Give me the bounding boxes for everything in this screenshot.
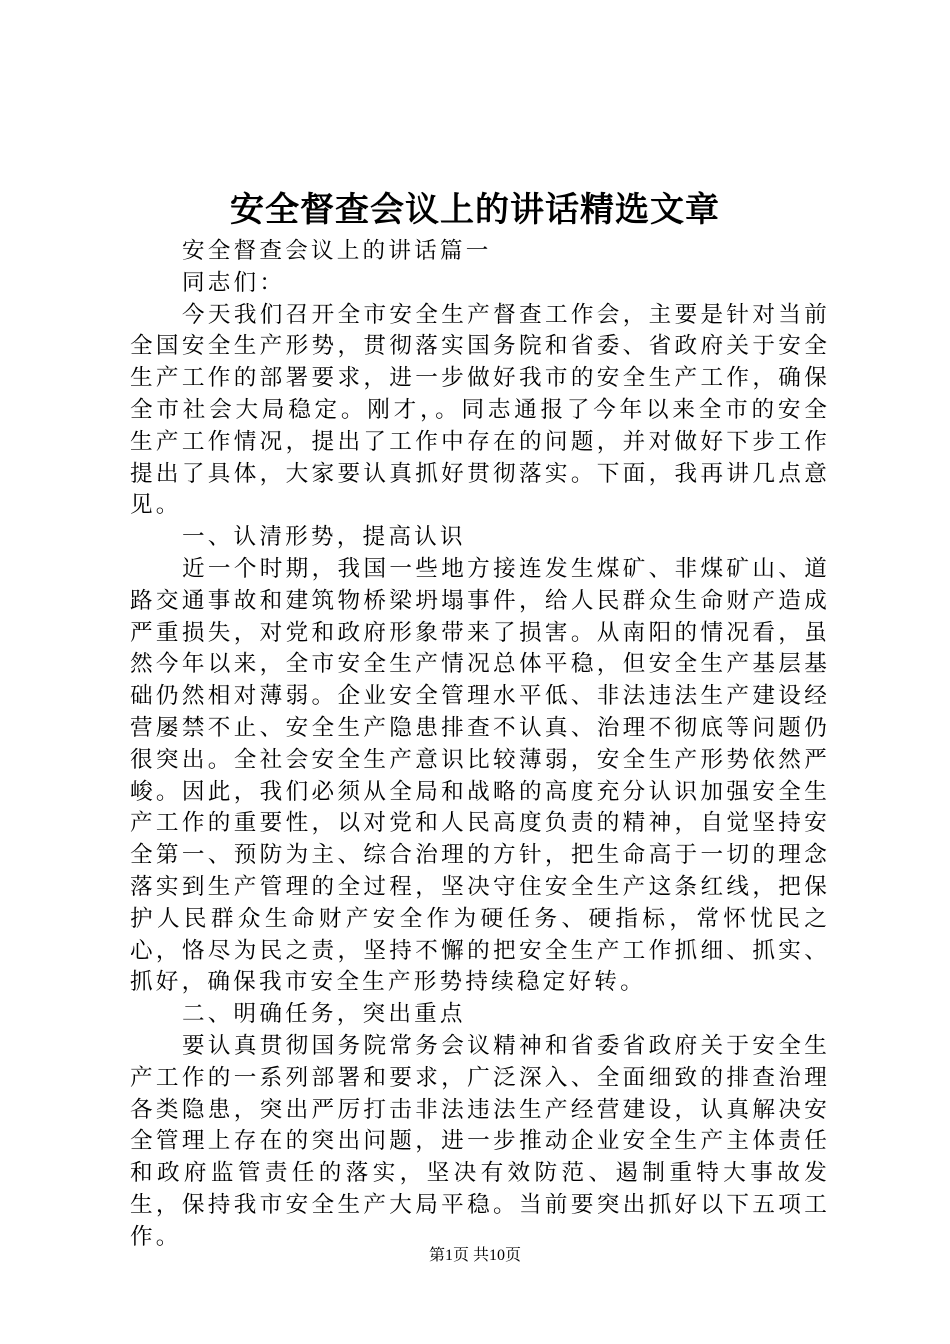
section-heading: 安全督查会议上的讲话篇一 [181,238,492,264]
document-body [130,236,830,1254]
section-heading: 一、认清形势，提高认识 [181,524,466,551]
body-paragraph: 近一个时期，我国一些地方接连发生煤矿、非煤矿山、道路交通事故和建筑物桥梁坍塌事件，给人民群众生命财产造成严重损失，对党和政府形象带来了损害。从南阳的情况看，虽然今年以来，全市安全生产情况总体平稳，但安全生产基层基础仍然相对薄弱。企业安全管理水平低、非法违法生产建设经营屡禁不止、安全生产隐患排查不认真、治理不彻底等问题仍很突出。全社会安全生产意识比较薄弱，安全生产形势依然严峻。因此，我们必须从全局和战略的高度充分认识加强安全生产工作的重要性，以对党和人民高度负责的精神，自觉坚持安全第一、预防为主、综合治理的方针，把生命高于一切的理念落实到生产管理的全过程，坚决守住安全生产这条红线，把保护人民群众生命财产安全作为硬任务、硬指标，常怀忧民之心，恪尽为民之责，坚持不懈的把安全生产工作抓细、抓实、抓好，确保我市安全生产形势持续稳定好转。 [130,555,830,996]
section-heading: 二、明确任务，突出重点 [181,1001,466,1028]
body-paragraph: 今天我们召开全市安全生产督查工作会，主要是针对当前全国安全生产形势，贯彻落实国务院和省委、省政府关于安全生产工作的部署要求，进一步做好我市的安全生产工作，确保全市社会大局稳定。刚才，。同志通报了今年以来全市的安全生产工作情况，提出了工作中存在的问题，并对做好下步工作提出了具体，大家要认真抓好贯彻落实。下面，我再讲几点意见。 [130,301,830,519]
salutation: 同志们： [181,269,286,296]
document-title: 安全督查会议上的讲话精选文章 [230,190,720,230]
body-paragraph: 要认真贯彻国务院常务会议精神和省委省政府关于安全生产工作的一系列部署和要求，广泛深入、全面细致的排查治理各类隐患，突出严厉打击非法违法生产经营建设，认真解决安全管理上存在的突出问题，进一步推动企业安全生产主体责任和政府监管责任的落实，坚决有效防范、遏制重特大事故发生，保持我市安全生产大局平稳。当前要突出抓好以下五项工作。 [130,1032,830,1250]
page-footer: 第1页 共10页 [428,1247,521,1264]
